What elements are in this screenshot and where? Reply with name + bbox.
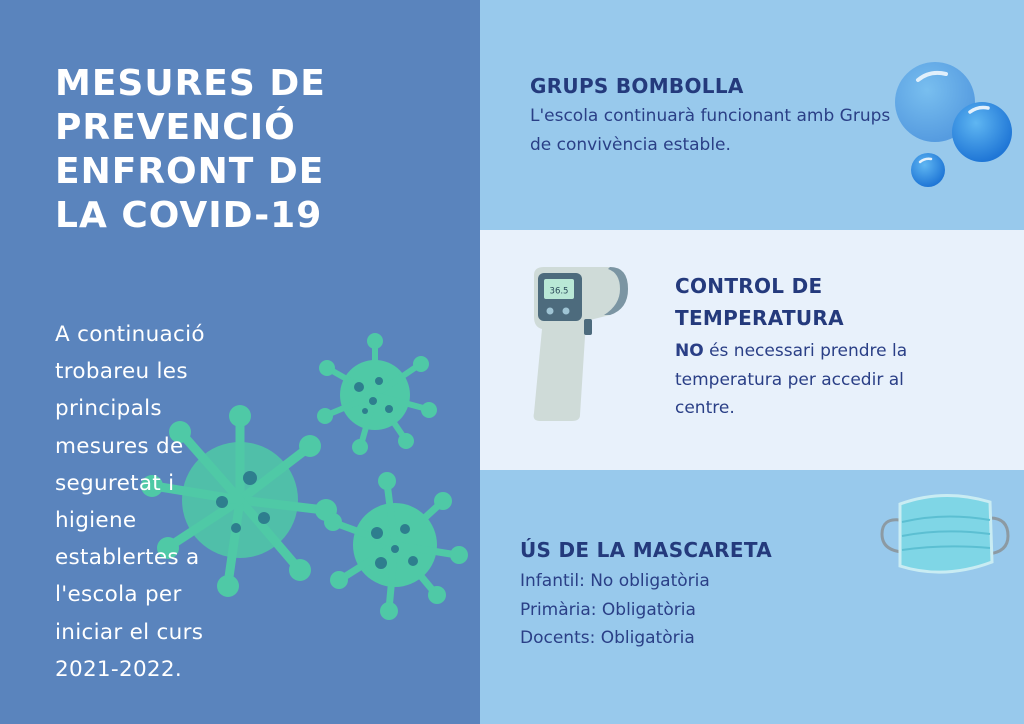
intro-line: higiene xyxy=(55,508,137,534)
section-text xyxy=(520,567,710,653)
mask-icon xyxy=(878,490,1012,580)
page-title xyxy=(55,62,455,238)
section-text xyxy=(530,102,890,159)
intro-line: trobareu les xyxy=(55,359,188,385)
intro-line: 2021-2022. xyxy=(55,656,183,682)
intro-line: mesures de xyxy=(55,433,184,459)
text-fragment: és necessari prendre la xyxy=(703,341,908,361)
section-text xyxy=(675,337,907,423)
intro-line: establertes a xyxy=(55,545,200,571)
text-line: Primària: Obligatòria xyxy=(520,599,696,620)
intro-line: seguretat i xyxy=(55,470,175,496)
section-us-mascareta xyxy=(480,470,1024,724)
section-title: GRUPS BOMBOLLA xyxy=(530,74,744,98)
text-line xyxy=(675,337,907,366)
section-title: ÚS DE LA MASCARETA xyxy=(520,538,772,562)
title-line: LA COVID-19 xyxy=(55,195,323,236)
intro-line: iniciar el curs xyxy=(55,619,204,645)
thermometer-reading: 36.5 xyxy=(549,286,569,297)
intro-line: l'escola per xyxy=(55,582,182,608)
text-line: L'escola continuarà funcionant amb Grups xyxy=(530,106,891,126)
emphasis-no: NO xyxy=(675,341,704,361)
title-line: CONTROL DE xyxy=(675,274,823,298)
thermometer-icon xyxy=(528,265,638,425)
section-grups-bombolla xyxy=(480,0,1024,230)
left-column xyxy=(0,0,480,724)
title-line: TEMPERATURA xyxy=(675,306,844,330)
intro-line: A continuació xyxy=(55,322,205,347)
section-control-temperatura xyxy=(480,230,1024,470)
text-line: Infantil: No obligatòria xyxy=(520,571,710,591)
text-line: temperatura per accedir al xyxy=(675,369,904,390)
text-line: centre. xyxy=(675,398,735,418)
title-line: ENFRONT DE xyxy=(55,151,325,192)
text-line: de convivència estable. xyxy=(530,134,731,155)
title-line: MESURES DE xyxy=(55,63,326,104)
intro-line: principals xyxy=(55,396,162,422)
intro-text xyxy=(55,316,285,688)
section-title xyxy=(675,270,844,334)
text-line: Docents: Obligatòria xyxy=(520,628,695,648)
title-line: PREVENCIÓ xyxy=(55,107,296,148)
bubbles-icon xyxy=(890,60,1020,195)
